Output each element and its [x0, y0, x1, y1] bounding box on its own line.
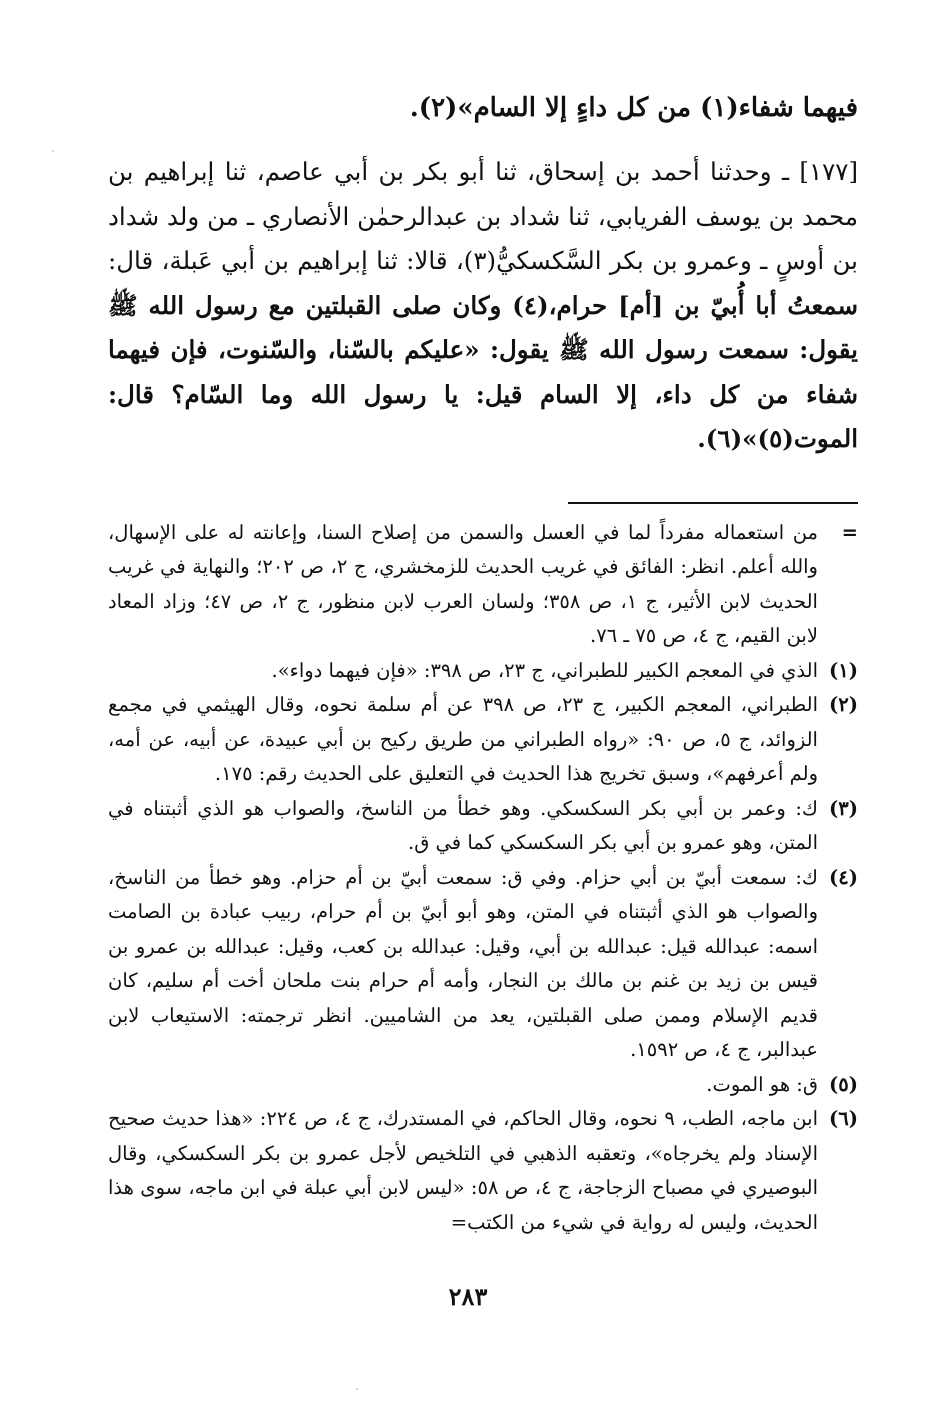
footnote-text: الذي في المعجم الكبير للطبراني، ج ٢٣، ص ٣٩٨: «فإن فيهما دواء».: [271, 658, 818, 682]
footnote-number: (٦): [829, 1107, 858, 1130]
footnote-text: ابن ماجه، الطب، ٩ نحوه، وقال الحاكم، في المستدرك، ج ٤، ص ٢٢٤: «هذا حديث صحيح الإسناد ولم يخرجاه»، وتعقبه الذهبي في التلخيص لأجل عمرو بن بكر السكسكي، وقال البوصيري في مصباح الزجاجة، ج ٤، ص ٥٨: «ليس لابن أبي عبلة في ابن ماجه، سوى هذا الحديث، وليس له رواية في شيء من الكتب=: [108, 1107, 818, 1234]
footnote-separator: [568, 502, 858, 504]
footnote-number: =: [841, 520, 858, 544]
footnote-3: [108, 792, 858, 861]
footnote-number: (٣): [829, 796, 858, 820]
scan-speck: [52, 150, 54, 152]
footnote-4: [108, 861, 858, 1068]
footnote-continued: [108, 516, 858, 654]
footnote-5: [108, 1068, 858, 1103]
footnote-text: ك: سمعت أبيّ بن أبي حزام. وفي ق: سمعت أبيّ بن أم حزام. وهو خطأ من الناسخ، والصواب هو الذي أثبتناه في المتن، وهو أبو أبيّ بن أم حرام، ربيب عبادة بن الصامت اسمه: عبدالله قيل: عبدالله بن أبي، وقيل: عبدالله بن كعب، وقيل: عبدالله بن عمرو بن قيس بن زيد بن غنم بن مالك بن النجار، وأمه أم حرام بنت ملحان أخت أم سليم، كان قديم الإسلام وممن صلى القبلتين، يعد من الشاميين. انظر ترجمته: الاستيعاب لابن عبدالبر، ج ٤، ص ١٥٩٢.: [108, 865, 818, 1061]
hadith-matn: سمعتُ أبا أُبيّ بن [أم] حرام،(٤) وكان صلى القبلتين مع رسول الله ﷺ يقول: سمعت رسول الله ﷺ يقول: «عليكم بالسّنا، والسّنوت، فإن فيهما شفاء من كل داء، إلا السام قيل: يا رسول الله وما السّام؟ قال: الموت(٥)»(٦).: [108, 290, 858, 453]
hadith-isnad: [١٧٧] ـ وحدثنا أحمد بن إسحاق، ثنا أبو بكر بن أبي عاصم، ثنا إبراهيم بن محمد بن يوسف الفريابي، ثنا شداد بن عبدالرحمٰن الأنصاري ـ من ولد شداد بن أوسٍ ـ وعمرو بن بكر السَّكسكيُّ(٣)، قالا: ثنا إبراهيم بن أبي عَبلة، قال:: [108, 157, 859, 275]
hadith-177: [108, 150, 858, 462]
footnote-number: (٥): [829, 1072, 858, 1096]
footnote-text: ك: وعمر بن أبي بكر السكسكي. وهو خطأ من الناسخ، والصواب هو الذي أثبتناه في المتن، وهو عمرو بن أبي بكر السكسكي كما في ق.: [108, 796, 818, 854]
footnote-number: (٤): [829, 865, 858, 889]
footnote-2: [108, 688, 858, 792]
page-number: ٢٨٣: [448, 1282, 488, 1311]
footnote-1: [108, 654, 858, 689]
footnote-6: [108, 1102, 858, 1240]
footnote-text: الطبراني، المعجم الكبير، ج ٢٣، ص ٣٩٨ عن أم سلمة نحوه، وقال الهيثمي في مجمع الزوائد، ج ٥، ص ٩٠: «رواه الطبراني من طريق ركيح بن أبي عبيدة، عن أبيه، عن أمه، ولم أعرفهم»، وسبق تخريج هذا الحديث في التعليق على الحديث رقم: ١٧٥.: [108, 693, 818, 785]
footnote-text: ق: هو الموت.: [706, 1072, 818, 1096]
scan-speck: [356, 1388, 358, 1390]
continued-hadith-line: فيهما شفاء(١) من كل داءٍ إلا السام»(٢).: [409, 93, 858, 123]
footnote-number: (١): [829, 658, 858, 682]
footnote-text: من استعماله مفرداً لما في العسل والسمن من إصلاح السنا، وإعانته له على الإسهال، والله أعلم. انظر: الفائق في غريب الحديث للزمخشري، ج ٢، ص ٢٠٢؛ والنهاية في غريب الحديث لابن الأثير، ج ١، ص ٣٥٨؛ ولسان العرب لابن منظور، ج ٢، ص ٤٧؛ وزاد المعاد لابن القيم، ج ٤، ص ٧٥ ـ ٧٦.: [108, 520, 818, 647]
footnotes: [108, 516, 858, 1241]
footnote-number: (٢): [829, 693, 858, 716]
